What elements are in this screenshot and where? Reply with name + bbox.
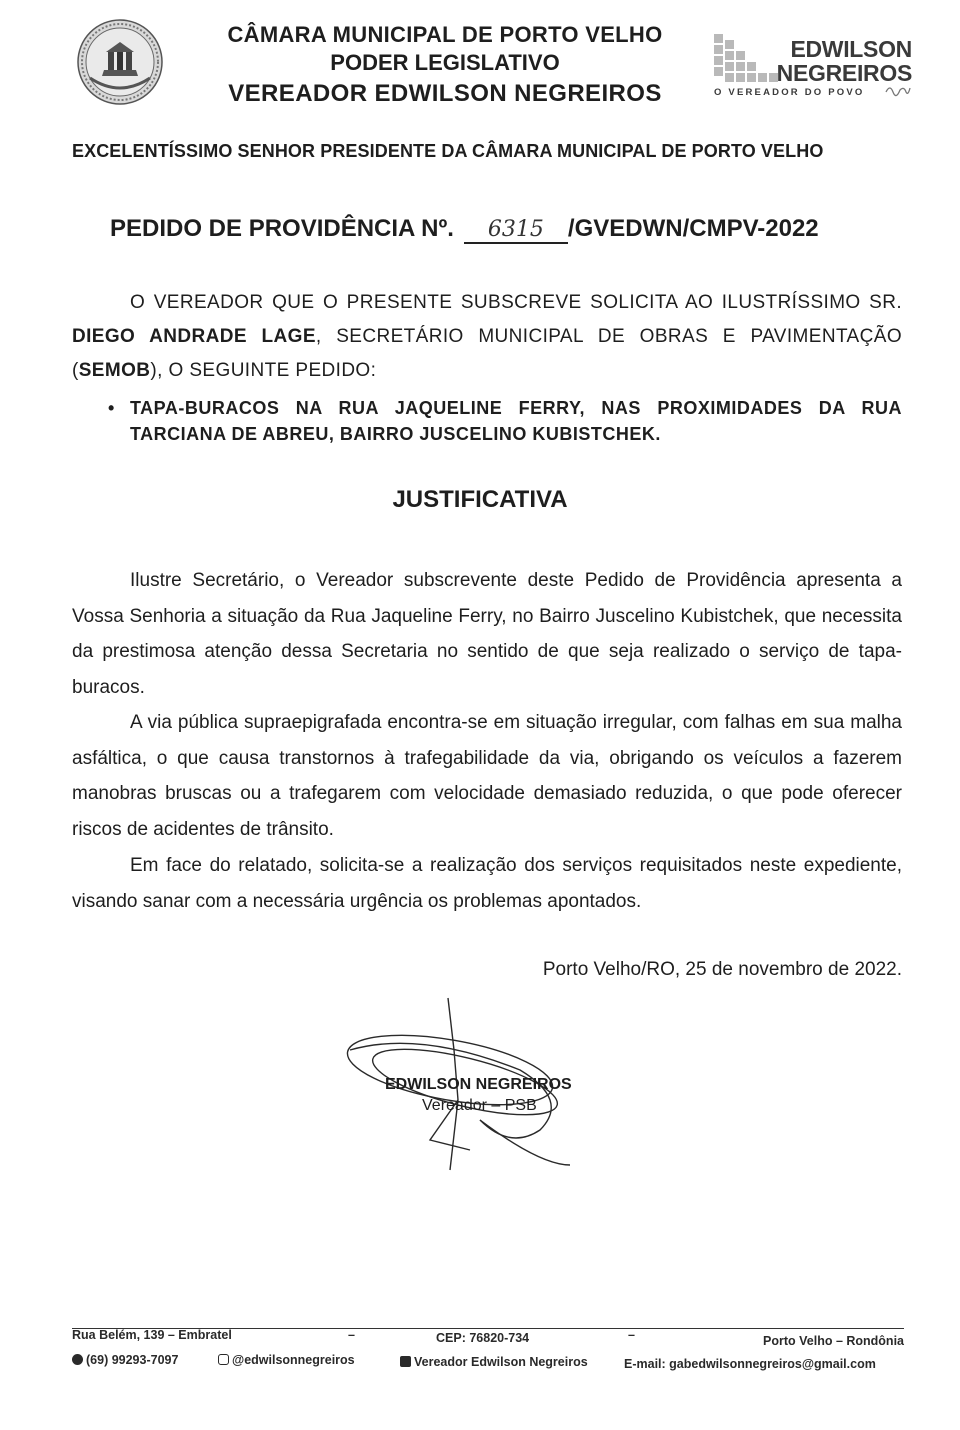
agency-acronym: SEMOB <box>78 360 151 381</box>
document-date: Porto Velho/RO, 25 de novembro de 2022. <box>542 959 902 980</box>
footer-instagram-text: @edwilsonnegreiros <box>232 1353 355 1367</box>
footer-instagram <box>218 1353 355 1367</box>
logo-name-line-2: NEGREIROS <box>776 60 912 86</box>
request-number: 6315 <box>464 217 568 244</box>
addressee: EXCELENTÍSSIMO SENHOR PRESIDENTE DA CÂMARA MUNICIPAL DE PORTO VELHO <box>72 141 824 161</box>
document-title <box>110 215 870 244</box>
footer-phone <box>72 1353 178 1367</box>
logo-name-line-1: EDWILSON <box>790 36 912 62</box>
paragraph-text: A via pública supraepigrafada encontra-se em situação irregular, com falhas em sua malha asfáltica, o que causa transtornos à trafegabilidade da via, obrigando os veículos a fazerem manobras bruscas ou a trafegarem com velocidade demasiado reduzida, o que pode oferecer riscos de acidentes de trânsito. <box>72 712 902 840</box>
footer-phone-text: (69) 99293-7097 <box>86 1353 179 1367</box>
facebook-icon <box>400 1356 411 1367</box>
header-line-1: CÂMARA MUNICIPAL DE PORTO VELHO <box>227 22 663 47</box>
request-bullet <box>108 395 902 447</box>
request-text-3: ), O SEGUINTE PEDIDO: <box>150 360 377 381</box>
title-suffix: /GVEDWN/CMPV-2022 <box>567 215 819 242</box>
justification-heading: JUSTIFICATIVA <box>392 486 568 513</box>
header-line-2: PODER LEGISLATIVO <box>330 50 560 75</box>
logo-tagline: O VEREADOR DO POVO <box>714 87 865 98</box>
signatory-role: Vereador – PSB <box>422 1097 537 1114</box>
footer-separator: – <box>348 1328 355 1342</box>
footer-address: Rua Belém, 139 – Embratel <box>72 1328 232 1342</box>
municipal-seal-icon <box>76 18 164 106</box>
footer-facebook <box>400 1355 588 1369</box>
paragraph-text: Ilustre Secretário, o Vereador subscrevente deste Pedido de Providência apresenta a Vossa Senhoria a situação da Rua Jaqueline Ferry, no Bairro Juscelino Kubistchek, que necessita da prestimosa atenção dessa Secretaria no sentido de que seja realizado o serviço de tapa-buracos. <box>72 570 902 698</box>
footer-cep: CEP: 76820-734 <box>436 1331 530 1345</box>
justification-paragraph-2 <box>72 705 902 847</box>
footer-city: Porto Velho – Rondônia <box>763 1334 904 1348</box>
request-bullet-text: TAPA-BURACOS NA RUA JAQUELINE FERRY, NAS PROXIMIDADES DA RUA TARCIANA DE ABREU, BAIRRO JUSCELINO KUBISTCHEK. <box>130 398 902 444</box>
header-line-3: VEREADOR EDWILSON NEGREIROS <box>228 80 662 107</box>
footer-facebook-text: Vereador Edwilson Negreiros <box>414 1355 588 1369</box>
logo-signature-icon <box>884 82 912 98</box>
title-prefix: PEDIDO DE PROVIDÊNCIA Nº. <box>110 215 454 242</box>
footer-separator: – <box>628 1328 635 1342</box>
logo-grid-icon <box>714 34 778 84</box>
justification-paragraph-3 <box>72 848 902 919</box>
instagram-icon <box>218 1354 229 1365</box>
edwilson-logo <box>712 30 912 110</box>
secretary-name: DIEGO ANDRADE LAGE <box>72 326 316 347</box>
signatory-name: EDWILSON NEGREIROS <box>385 1076 572 1093</box>
whatsapp-icon <box>72 1354 83 1365</box>
footer-email: E-mail: gabedwilsonnegreiros@gmail.com <box>624 1357 876 1371</box>
request-text-2: , SECRETÁRIO MUNICIPAL DE OBRAS E PAVIMENTAÇÃO ( <box>72 326 903 381</box>
request-paragraph <box>72 286 902 388</box>
bullet-dot-icon: • <box>108 398 115 418</box>
paragraph-text: Em face do relatado, solicita-se a realização dos serviços requisitados neste expediente, visando sanar com a necessária urgência os problemas apontados. <box>72 855 902 912</box>
justification-paragraph-1 <box>72 563 902 705</box>
request-text-1: O VEREADOR QUE O PRESENTE SUBSCREVE SOLICITA AO ILUSTRÍSSIMO SR. <box>130 292 902 313</box>
